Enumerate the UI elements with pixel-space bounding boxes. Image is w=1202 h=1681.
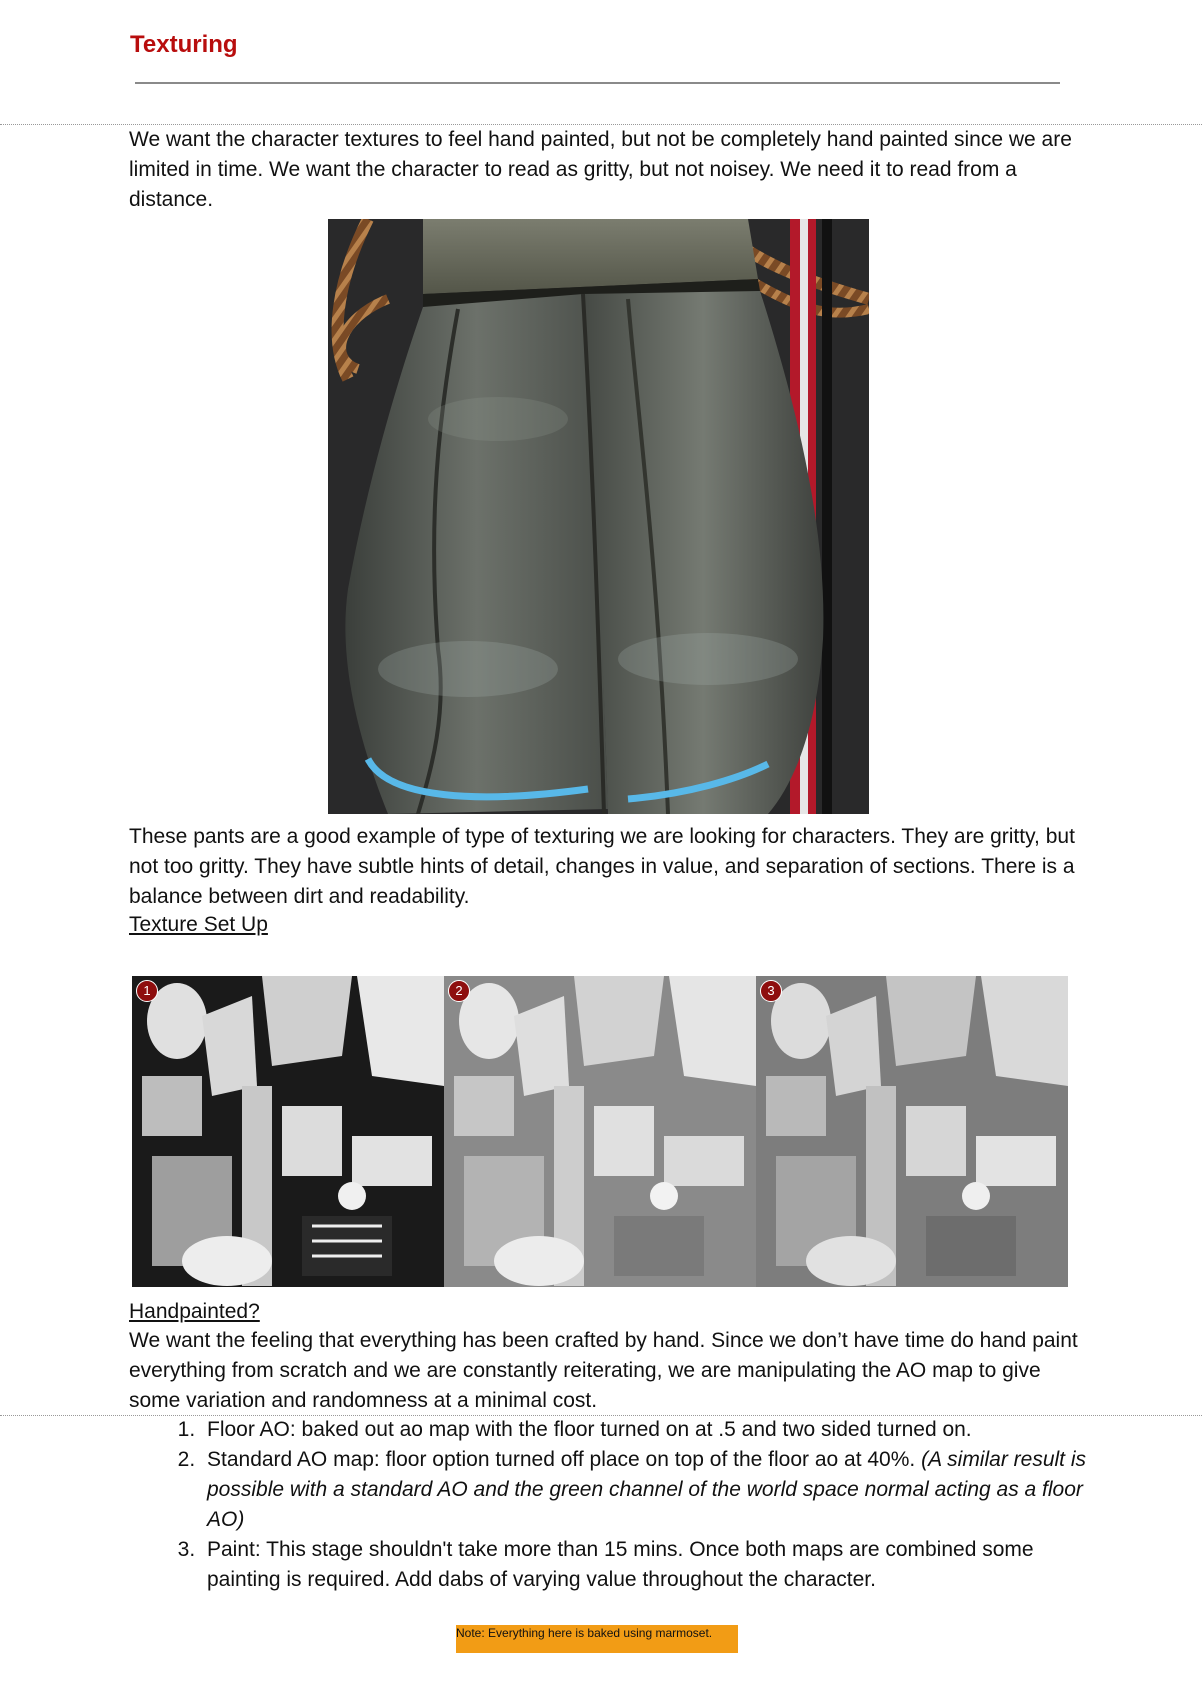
pants-caption: These pants are a good example of type of texturing we are looking for characters. They are gritty, but not too gritty. They have subtle hints of detail, changes in value, and separation of sections. There is a balance between dirt and readability. (129, 825, 1075, 908)
map-number-badge: 3 (760, 980, 782, 1002)
texture-map-3 (756, 976, 1068, 1287)
texture-maps-strip (132, 976, 1068, 1287)
step-item: 3. Paint: This stage shouldn't take more than 15 mins. Once both maps are combined some painting is required. Add dabs of varying value throughout the character. (201, 1535, 1101, 1595)
handpainted-heading: Handpainted? (129, 1300, 260, 1323)
step-item: 2. Standard AO map: floor option turned off place on top of the floor ao at 40%. (A similar result is possible with a standard AO and the green channel of the world space normal acting as a floor AO) (201, 1445, 1101, 1535)
handpainted-paragraph: We want the feeling that everything has been crafted by hand. Since we don’t have time do hand paint everything from scratch and we are constantly reiterating, we are manipulating the AO map to give some variation and randomness at a minimal cost. (129, 1329, 1078, 1412)
steps-list (157, 1415, 1101, 1595)
map-number-badge: 2 (448, 980, 470, 1002)
map-number-badge: 1 (136, 980, 158, 1002)
step-item: 1. Floor AO: baked out ao map with the floor turned on at .5 and two sided turned on. (201, 1415, 1101, 1445)
texture-map-2 (444, 976, 756, 1287)
pants-render-image (328, 219, 869, 814)
texture-setup-heading: Texture Set Up (129, 913, 268, 936)
intro-paragraph: We want the character textures to feel hand painted, but not be completely hand painted since we are limited in time. We want the character to read as gritty, but not noisey. We need it to read from a distance. (129, 128, 1072, 211)
section-title: Texturing (130, 31, 238, 58)
title-divider (135, 82, 1060, 84)
step-italic-note: (A similar result is possible with a standard AO and the green channel of the world space normal acting as a floor AO) (207, 1448, 1086, 1531)
texture-map-1 (132, 976, 444, 1287)
note-callout: Note: Everything here is baked using marmoset. (456, 1625, 738, 1653)
